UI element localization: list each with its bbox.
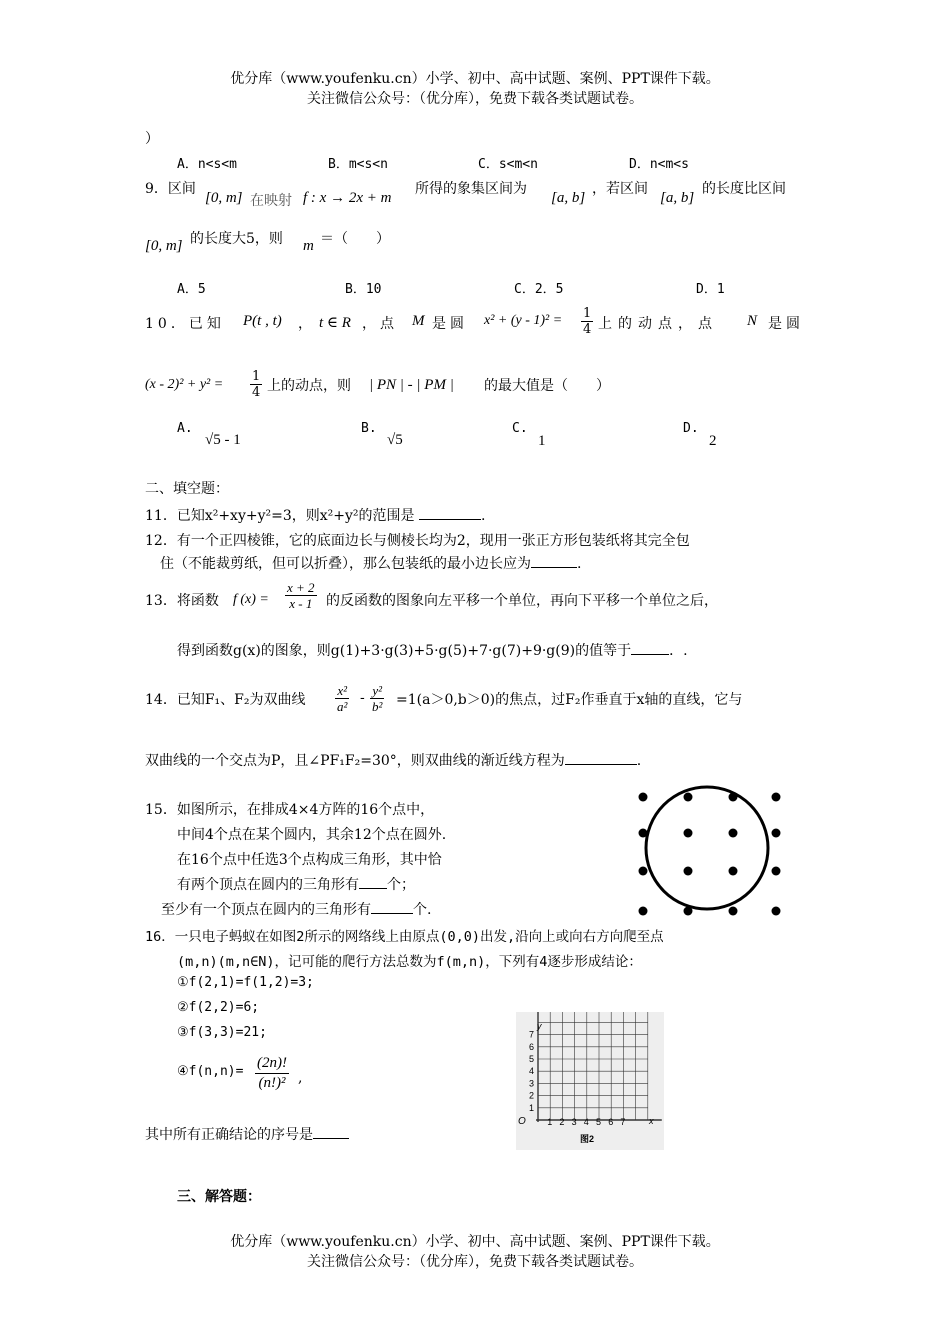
dot-outside-circle	[772, 907, 781, 916]
q15-blank-2[interactable]	[371, 913, 413, 914]
y-tick-label: 5	[529, 1054, 535, 1064]
q9-text3: ，若区间	[592, 181, 648, 197]
q14-num: 14．已知F₁、F₂为双曲线	[145, 692, 306, 708]
q15-circle	[646, 787, 768, 909]
q14-end: .	[636, 753, 642, 769]
q16-question	[145, 1124, 349, 1144]
q16-conclusion-3: ③f(3,3)=21;	[177, 1025, 267, 1040]
q14-frac1-num: x²	[335, 683, 349, 699]
grid-figure	[516, 1012, 664, 1150]
dot-outside-circle	[684, 907, 693, 916]
q15-line2: 中间4个点在某个圆内，其余12个点在圆外.	[177, 827, 447, 843]
dot-outside-circle	[772, 793, 781, 802]
q10-p: P(t , t)	[243, 313, 282, 329]
q15-dot-figure	[625, 785, 795, 925]
q8-tail: ）	[145, 131, 159, 147]
q15-line5	[161, 899, 431, 919]
x-tick-label: 1	[547, 1117, 553, 1127]
q10-t-in-r: t ∈ R	[319, 315, 351, 331]
q11-end: .	[480, 508, 486, 524]
q16-conclusion-4-label: ④f(n,n)=	[177, 1064, 244, 1079]
q15-stem-1: 有两个顶点在圆内的三角形有	[177, 877, 359, 893]
q9-interval: [0, m]	[205, 190, 243, 206]
section2-title: 二、填空题：	[145, 481, 229, 497]
q16-question-stem: 其中所有正确结论的序号是	[145, 1127, 313, 1143]
q13-frac-num: x + 2	[287, 580, 315, 595]
q13-frac	[285, 580, 317, 611]
q16-conclusion-1: ①f(2,1)=f(1,2)=3;	[177, 975, 314, 990]
q8-option-b: B．m<s<n	[328, 157, 388, 172]
q10-option-d-value: 2	[709, 433, 717, 449]
q10-frac2-num: 1	[252, 369, 261, 384]
q15-line3: 在16个点中任选3个点构成三角形，其中恰	[177, 852, 442, 868]
figure-2	[516, 1012, 664, 1150]
dot-inside-circle	[684, 867, 693, 876]
q10-N: N	[747, 313, 758, 329]
q13-frac-den: x - 1	[289, 596, 313, 611]
x-tick-label: 4	[583, 1117, 589, 1127]
q10-option-c-value: 1	[538, 433, 546, 449]
q10-comma: ，	[298, 316, 312, 332]
q9-num: 9．区间	[145, 181, 196, 197]
q10-dian: ，点	[362, 316, 398, 332]
footer-line-2: 关注微信公众号：（优分库），免费下载各类试题试卷。	[307, 1254, 643, 1270]
q9-interval-2: [0, m]	[145, 238, 183, 254]
dot-outside-circle	[729, 907, 738, 916]
q12-line1: 12．有一个正四棱锥，它的底面边长与侧棱长均为2，现用一张正方形包装纸将其完全包	[145, 533, 690, 549]
q15-stem-2: 至少有一个顶点在圆内的三角形有	[161, 902, 371, 918]
q10-option-d-label: D.	[683, 421, 699, 436]
q16-blank[interactable]	[313, 1138, 349, 1139]
y-tick-label: 2	[529, 1090, 535, 1101]
dot-outside-circle	[684, 793, 693, 802]
q9-line2-text: 的长度大5，则	[190, 231, 283, 247]
q11-stem: 11．已知x²+xy+y²=3，则x²+y²的范围是	[145, 508, 415, 524]
header-line-1: 优分库（www.youfenku.cn）小学、初中、高中试题、案例、PPT课件下载。	[230, 71, 720, 87]
q8-option-d: D．n<m<s	[629, 157, 689, 172]
q12-stem: 住（不能裁剪纸，但可以折叠），那么包装纸的最小边长应为	[160, 556, 531, 572]
q10-num: 10．已知	[145, 316, 225, 332]
fig2-origin: O	[518, 1116, 526, 1127]
q9-m: m	[303, 238, 314, 254]
q10-circle1: x² + (y - 1)² =	[484, 313, 563, 328]
dot-inside-circle	[729, 829, 738, 838]
q9-option-b: B．10	[345, 282, 382, 297]
q10-expr: | PN | - | PM |	[369, 377, 454, 393]
q14-frac2-den: b²	[372, 699, 383, 714]
q10-circle2: (x - 2)² + y² =	[145, 377, 224, 392]
y-tick-label: 7	[529, 1029, 535, 1040]
q13-blank[interactable]	[631, 654, 669, 655]
dot-outside-circle	[729, 793, 738, 802]
q13-stem: 得到函数g(x)的图象，则g(1)+3·g(3)+5·g(5)+7·g(7)+9·g(9)的值等于	[177, 643, 632, 659]
section3-title: 三、解答题：	[177, 1189, 261, 1205]
q9-option-d: D．1	[696, 282, 725, 297]
q13-num: 13．将函数	[145, 593, 219, 609]
q10-frac-den: 4	[583, 322, 592, 337]
q8-option-a: A．n<s<m	[177, 157, 237, 172]
q10-M: M	[412, 313, 425, 329]
fig2-caption: 图2	[580, 1134, 595, 1144]
q13-fx: f (x) =	[233, 592, 269, 607]
q12-end: .	[577, 556, 582, 572]
q14-frac2	[370, 683, 384, 714]
q15-line4	[177, 874, 415, 894]
q9-option-a: A．5	[177, 282, 206, 297]
x-tick-label: 7	[620, 1117, 626, 1127]
q12-line2	[160, 553, 581, 573]
q10-option-c-label: C.	[512, 421, 528, 436]
q10-option-b-value: √5	[387, 432, 403, 448]
q15-unit-2: 个.	[413, 902, 432, 918]
q9-eq: ＝（ ）	[320, 231, 390, 247]
q9-option-c: C．2．5	[514, 282, 564, 297]
q14-frac2-num: y²	[370, 683, 384, 699]
fig2-x-label: x	[649, 1116, 654, 1126]
y-tick-label: 3	[529, 1078, 535, 1089]
q14-frac1	[335, 683, 349, 714]
fig2-y-label: y	[537, 1021, 542, 1031]
x-tick-label: 2	[559, 1117, 565, 1127]
dot-outside-circle	[772, 867, 781, 876]
q10-circle1-frac	[581, 306, 593, 337]
q16-conclusion-2: ②f(2,2)=6;	[177, 1000, 260, 1015]
q14-stem: 双曲线的一个交点为P，且∠PF₁F₂=30°，则双曲线的渐近线方程为	[145, 753, 565, 769]
dot-outside-circle	[772, 829, 781, 838]
q15-line1: 15．如图所示，在排成4×4方阵的16个点中，	[145, 802, 435, 818]
q16-c4-num: (2n)!	[255, 1054, 289, 1074]
q14-minus: -	[360, 690, 365, 706]
q14-blank[interactable]	[565, 764, 637, 765]
q9-interval-ab-2: [a, b]	[660, 190, 695, 206]
q15-unit-1: 个；	[387, 877, 415, 893]
q10-shi-yuan: 是圆	[432, 316, 468, 332]
dot-outside-circle	[639, 907, 648, 916]
q9-interval-ab: [a, b]	[551, 190, 586, 206]
q10-circle2-frac	[250, 369, 262, 400]
footer-line-1: 优分库（www.youfenku.cn）小学、初中、高中试题、案例、PPT课件下载。	[230, 1234, 720, 1250]
y-tick-label: 4	[529, 1066, 535, 1077]
q14-line2	[145, 750, 641, 770]
q10-shi-yuan-2: 是圆	[768, 316, 804, 332]
x-tick-label: 3	[571, 1117, 577, 1127]
x-tick-label: 6	[608, 1117, 614, 1127]
q16-line1: 16．一只电子蚂蚁在如图2所示的网络线上由原点(0,0)出发,沿向上或向右方向爬至点	[145, 929, 664, 945]
q10-tail: 的最大值是（ ）	[484, 378, 610, 394]
q11-text	[145, 505, 485, 525]
dot-outside-circle	[639, 829, 648, 838]
q10-option-a-label: A.	[177, 421, 193, 436]
q10-option-a-value: √5 - 1	[205, 432, 241, 448]
q10-frac2-den: 4	[252, 385, 261, 400]
q10-frac-num: 1	[583, 306, 592, 321]
q11-blank[interactable]	[419, 519, 481, 520]
q13-line2	[177, 640, 688, 660]
q10-option-b-label: B.	[361, 421, 377, 436]
q9-text2: 所得的象集区间为	[415, 181, 527, 197]
q9-text4: 的长度比区间	[702, 181, 786, 197]
q16-line2: (m,n)(m,n∈N)，记可能的爬行方法总数为f(m,n)，下列有4逐步形成结论：	[177, 954, 642, 970]
q10-line2-text: 上的动点，则	[267, 378, 351, 394]
q9-map-text: 在映射	[250, 193, 292, 209]
header-line-2: 关注微信公众号：（优分库），免费下载各类试题试卷。	[307, 91, 643, 107]
dot-outside-circle	[639, 867, 648, 876]
q16-c4-end: ,	[298, 1070, 303, 1086]
q16-conclusion-4-frac	[255, 1054, 289, 1093]
q13-line1-rest: 的反函数的图象向左平移一个单位，再向下平移一个单位之后，	[326, 593, 718, 609]
y-tick-label: 6	[529, 1041, 535, 1052]
y-tick-label: 1	[529, 1102, 535, 1113]
q16-c4-den: (n!)²	[258, 1075, 286, 1091]
dot-inside-circle	[729, 867, 738, 876]
q9-map-expr: f : x → 2x + m	[303, 190, 392, 206]
q13-end: ．.	[669, 643, 688, 659]
q14-line1-rest: =1(a＞0,b＞0)的焦点，过F₂作垂直于x轴的直线，它与	[396, 692, 743, 708]
q8-option-c: C．s<m<n	[478, 157, 538, 172]
q12-blank[interactable]	[531, 567, 577, 568]
q15-blank-1[interactable]	[359, 888, 387, 889]
q14-frac1-den: a²	[337, 699, 348, 714]
x-tick-label: 5	[596, 1117, 602, 1127]
dot-outside-circle	[639, 793, 648, 802]
q10-shang: 上的动点，点	[598, 316, 718, 332]
dot-inside-circle	[684, 829, 693, 838]
